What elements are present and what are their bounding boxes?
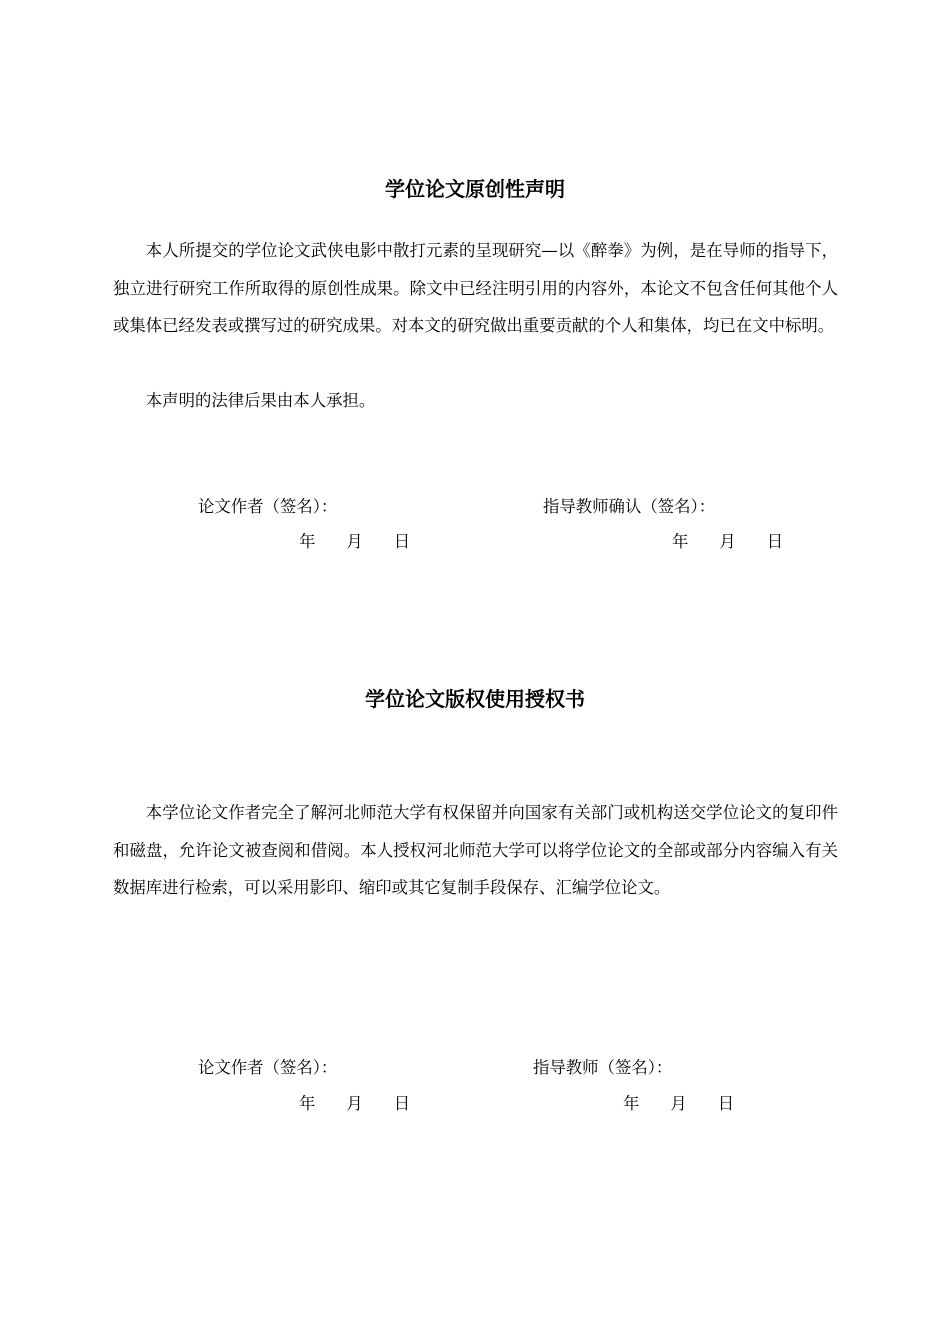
copyright-advisor-date xyxy=(623,1092,734,1116)
day-label: 日 xyxy=(717,1094,735,1113)
day-label: 日 xyxy=(393,532,411,551)
year-label: 年 xyxy=(299,532,316,551)
copyright-author-date xyxy=(299,1092,410,1116)
copyright-paragraph: 本学位论文作者完全了解河北师范大学有权保留并向国家有关部门或机构送交学位论文的复印件和磁盘，允许论文被查阅和借阅。本人授权河北师范大学可以将学位论文的全部或部分内容编入有关数据库进行检索，可以采用影印、缩印或其它复制手段保存、汇编学位论文。 xyxy=(113,803,838,897)
originality-advisor-signature-label: 指导教师确认（签名）： xyxy=(543,497,716,516)
originality-advisor-date xyxy=(672,530,783,554)
originality-author-date xyxy=(299,530,410,554)
originality-legal-paragraph: 本声明的法律后果由本人承担。 xyxy=(145,391,376,410)
year-label: 年 xyxy=(623,1094,640,1113)
copyright-title: 学位论文版权使用授权书 xyxy=(365,687,585,711)
year-label: 年 xyxy=(299,1094,316,1113)
month-label: 月 xyxy=(719,532,736,551)
copyright-author-signature-label: 论文作者（签名）： xyxy=(198,1058,338,1077)
originality-author-signature-label: 论文作者（签名）： xyxy=(198,497,338,516)
month-label: 月 xyxy=(346,532,363,551)
day-label: 日 xyxy=(393,1094,411,1113)
originality-paragraph: 本人所提交的学位论文武侠电影中散打元素的呈现研究—以《醉拳》为例，是在导师的指导下，独立进行研究工作所取得的原创性成果。除文中已经注明引用的内容外，本论文不包含任何其他个人或集体已经发表或撰写过的研究成果。对本文的研究做出重要贡献的个人和集体，均已在文中标明。 xyxy=(113,241,838,335)
month-label: 月 xyxy=(346,1094,363,1113)
month-label: 月 xyxy=(670,1094,687,1113)
year-label: 年 xyxy=(672,532,689,551)
day-label: 日 xyxy=(766,532,784,551)
originality-title: 学位论文原创性声明 xyxy=(385,177,565,201)
copyright-advisor-signature-label: 指导教师（签名）： xyxy=(533,1058,673,1077)
